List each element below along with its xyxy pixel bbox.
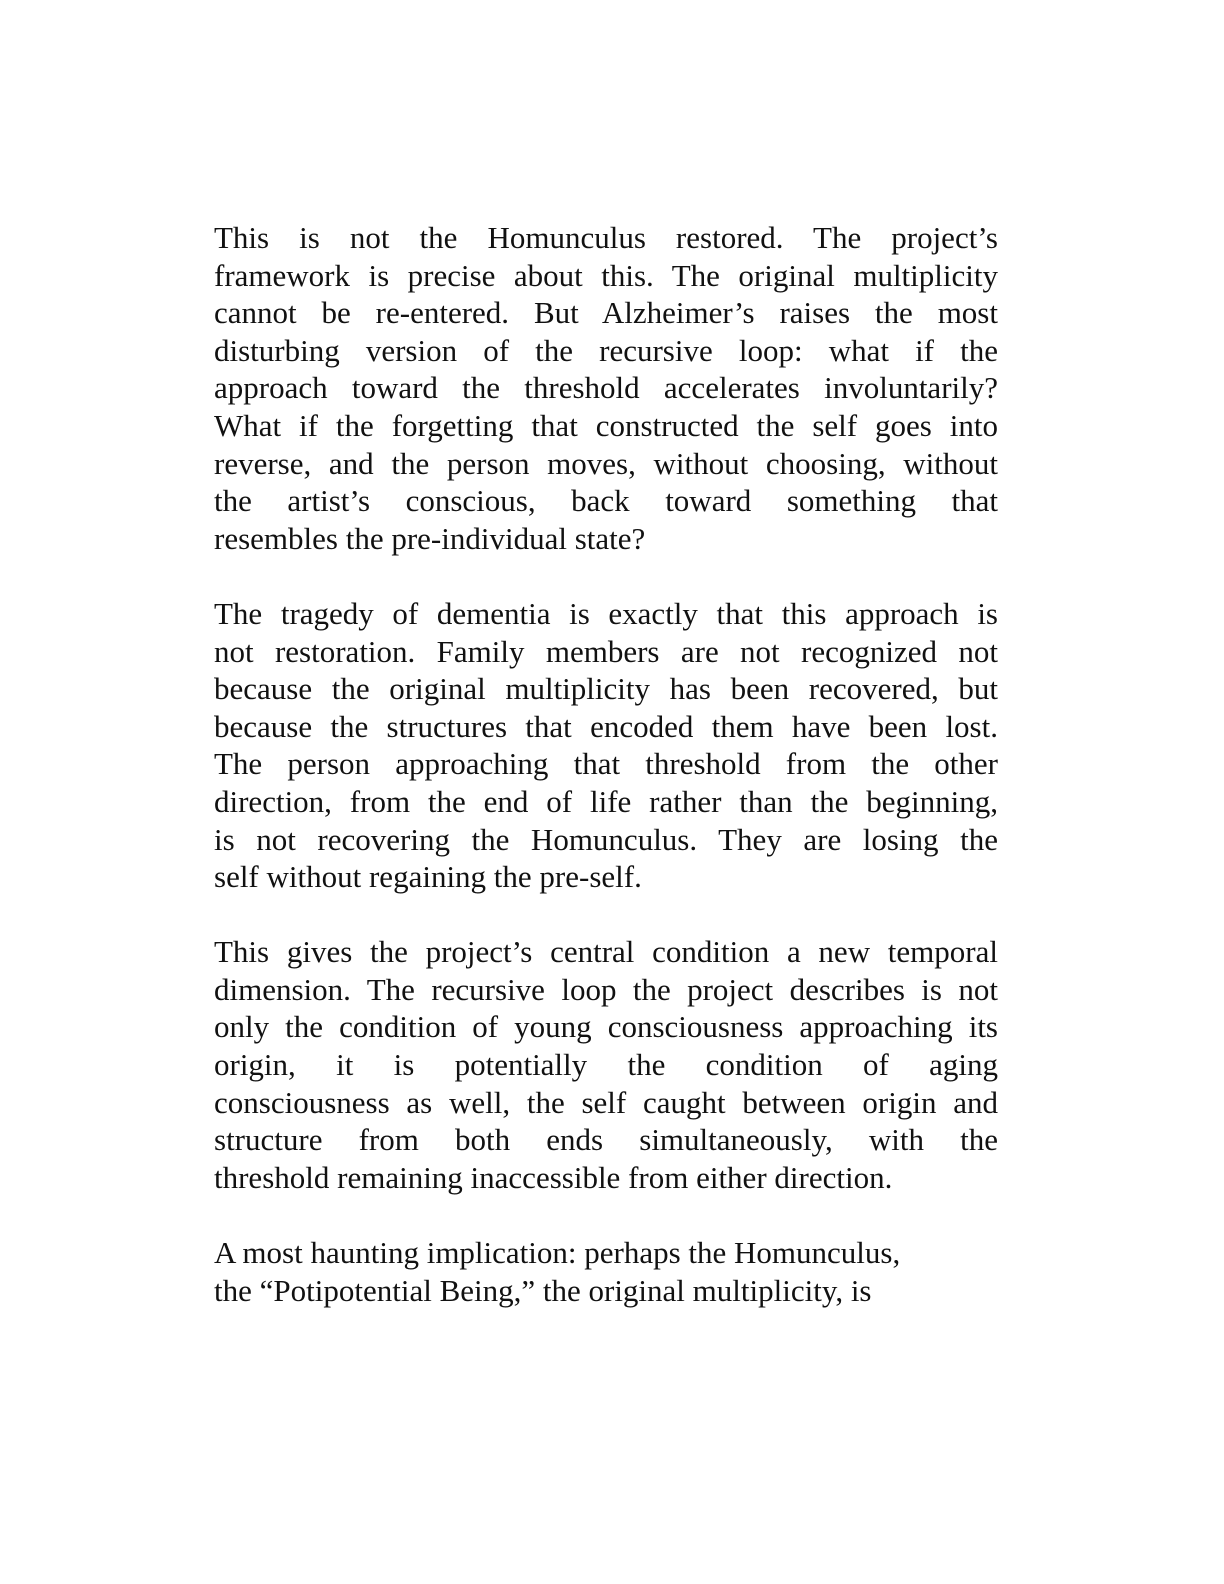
paragraph-4 — [214, 1234, 998, 1309]
text-line: reverse, and the person moves, without choosing, without — [214, 445, 998, 481]
text-line: structure from both ends simultaneously, with the — [214, 1122, 998, 1158]
text-line: consciousness as well, the self caught between origin and — [214, 1084, 998, 1120]
text-line: origin, it is potentially the condition of aging — [214, 1047, 998, 1083]
document-page — [214, 219, 998, 1347]
paragraph-2 — [214, 595, 998, 896]
text-line: not restoration. Family members are not recognized not — [214, 633, 998, 669]
text-line: A most haunting implication: perhaps the Homunculus, — [214, 1235, 901, 1271]
text-line: because the structures that encoded them have been lost. — [214, 708, 998, 744]
text-line: What if the forgetting that constructed the self goes into — [214, 407, 998, 443]
text-line: the “Potipotential Being,” the original multiplicity, is — [214, 1272, 872, 1308]
text-line: the artist’s conscious, back toward something that — [214, 483, 998, 519]
text-line: threshold remaining inaccessible from either direction. — [214, 1159, 893, 1195]
text-line: This gives the project’s central condition a new temporal — [214, 934, 998, 970]
text-line: disturbing version of the recursive loop: what if the — [214, 332, 998, 368]
text-line: dimension. The recursive loop the project describes is not — [214, 971, 998, 1007]
text-line: The tragedy of dementia is exactly that this approach is — [214, 595, 998, 631]
text-line: cannot be re-entered. But Alzheimer’s raises the most — [214, 295, 998, 331]
paragraph-3 — [214, 933, 998, 1196]
text-line: self without regaining the pre-self. — [214, 859, 642, 895]
text-line: is not recovering the Homunculus. They are losing the — [214, 821, 998, 857]
paragraph-1 — [214, 219, 998, 557]
text-line: direction, from the end of life rather than the beginning, — [214, 783, 998, 819]
text-line: approach toward the threshold accelerates involuntarily? — [214, 370, 998, 406]
text-line: The person approaching that threshold from the other — [214, 746, 998, 782]
text-line: framework is precise about this. The original multiplicity — [214, 257, 998, 293]
text-line: This is not the Homunculus restored. The project’s — [214, 220, 998, 255]
text-line: resembles the pre-individual state? — [214, 520, 646, 556]
text-line: only the condition of young consciousness approaching its — [214, 1009, 998, 1045]
text-line: because the original multiplicity has been recovered, but — [214, 671, 998, 707]
